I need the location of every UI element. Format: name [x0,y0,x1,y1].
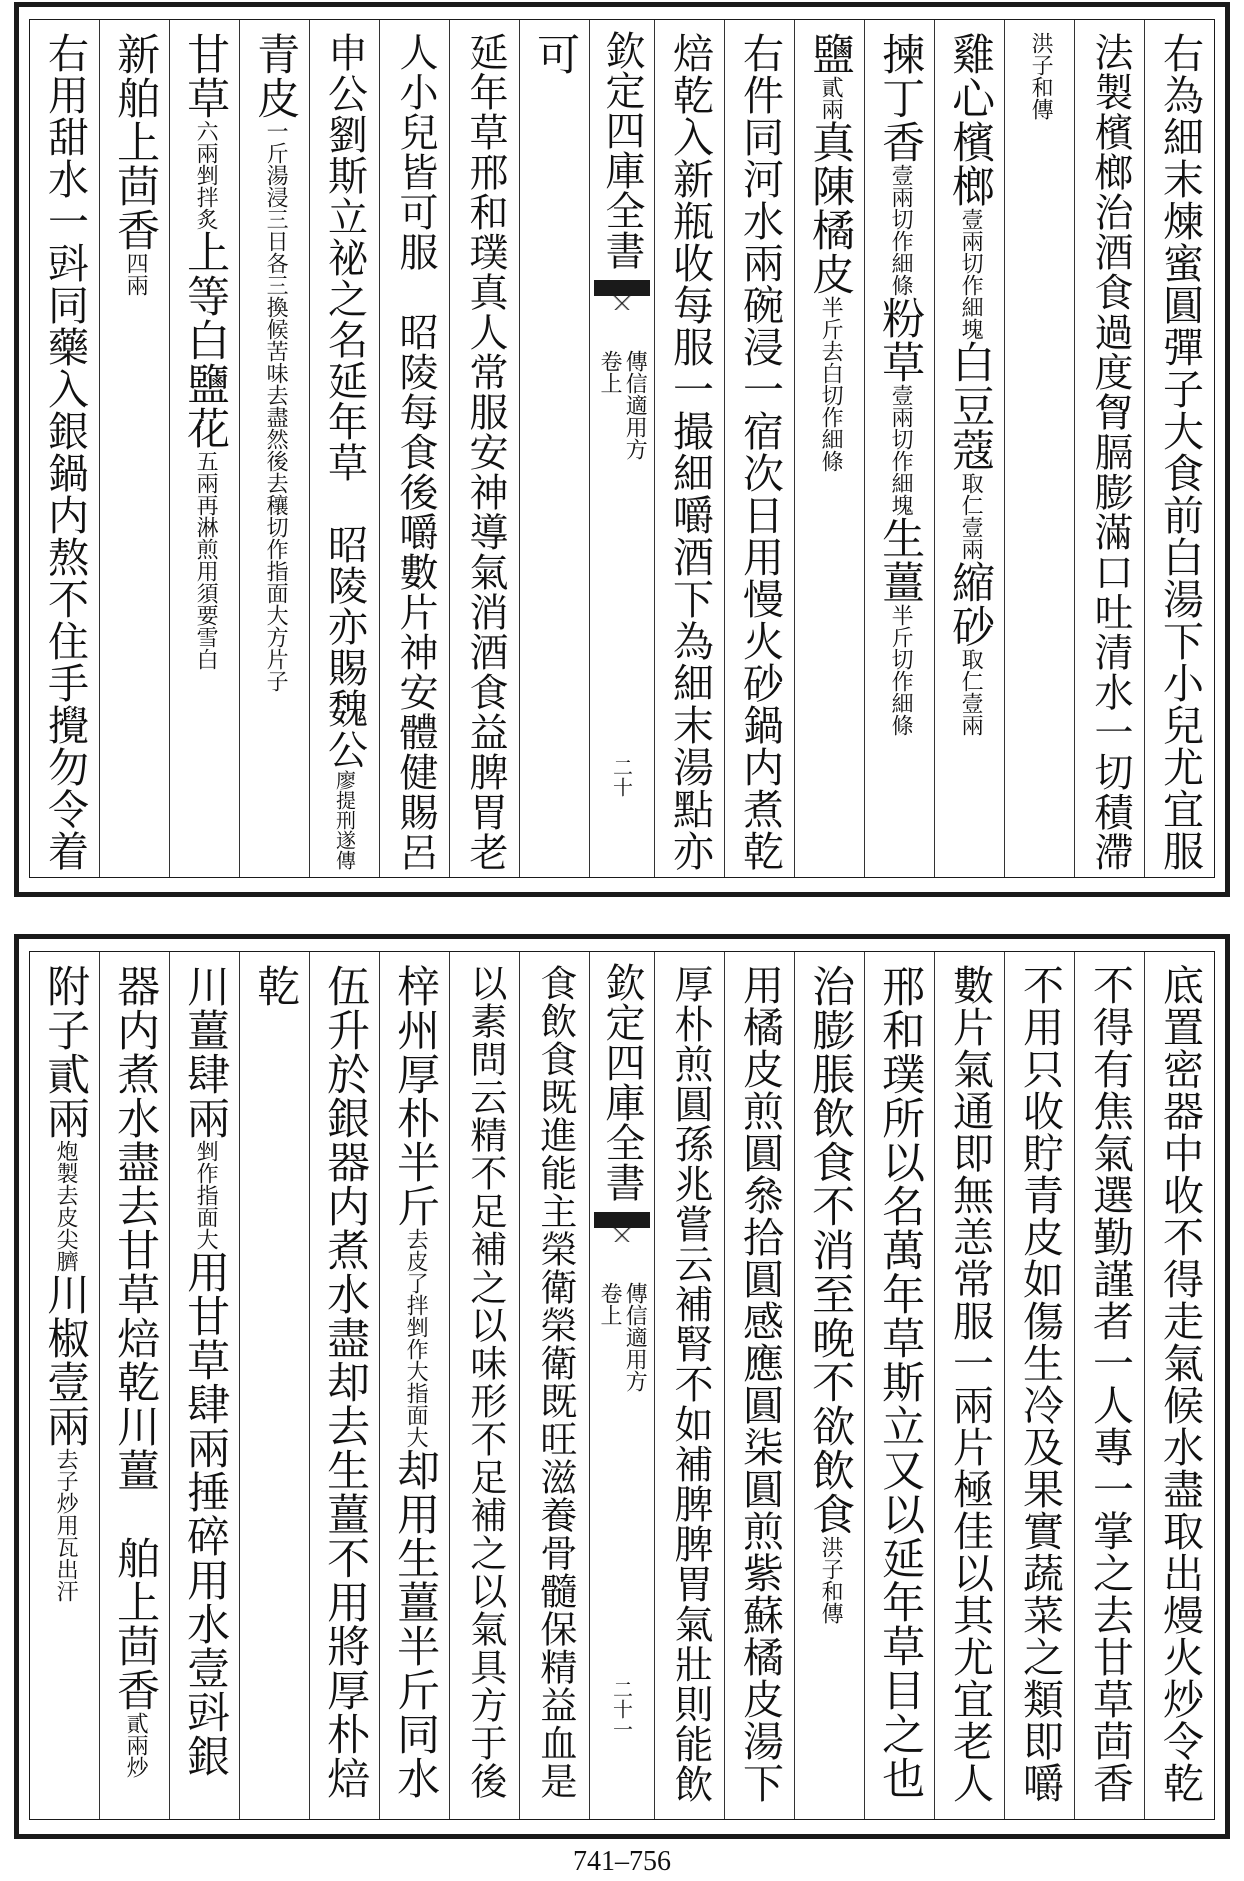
annotation: 炮製去皮尖臍 [53,1140,79,1272]
column-text: 不用只收貯青皮如傷生冷及果實蔬菜之類即嚼 [1016,964,1065,1804]
ingredient: 生薑 [875,516,926,604]
column-text: 以素問云精不足補之以味形不足補之以氣具方于後 [463,964,507,1800]
annotation: 五兩再淋煎用須要雪白 [193,450,219,670]
text-column [724,20,794,877]
text-column [654,952,724,1819]
column-text: 申公劉斯立祕之名延年草 昭陵亦賜魏公 [321,32,368,770]
text-column [309,20,379,877]
text-column [864,20,934,877]
text-column [934,20,1004,877]
book-title: 傳信適用方 [622,1282,648,1392]
fish-tail-mark [594,1212,650,1242]
page-range-footer: 741–756 [573,1846,671,1877]
text-column [30,952,99,1819]
ingredient: 縮砂 [945,560,996,648]
top-page-columns [29,19,1215,878]
column-text: 數片氣通即無恙常服一兩片極佳以其尤宜老人 [946,964,995,1804]
annotation: 半斤去白切作細條 [818,296,844,472]
book-and-volume [597,1282,648,1392]
annotation: 剉作指面大 [193,1140,219,1250]
text-column [794,20,864,877]
text-column [379,20,449,877]
volume-label: 卷上 [597,350,622,394]
column-text: 食飲食既進能主榮衛榮衛既旺滋養骨髓保精益血是 [533,964,577,1800]
text-column [519,20,589,877]
book-title: 傳信適用方 [622,350,648,460]
column-text: 不得有焦氣選勤謹者一人專一掌之去甘草茴香 [1086,964,1135,1804]
annotation: 取仁壹兩 [958,648,984,736]
page-number: 二十 [609,757,634,797]
ingredient: 揀丁香 [875,32,926,164]
ingredient: 真陳橘皮 [805,120,856,296]
bottom-page-columns [29,951,1215,1820]
column-text: 右用甜水一㪷同藥入銀鍋内熬不住手攪勿令着 [41,32,90,872]
column-text: 可 [530,32,581,76]
annotation: 一斤湯浸三日各三換候苦味去盡然後去穰切作指面大方片子 [263,120,289,692]
column-text: 右件同河水兩碗浸一宿次日用慢火砂鍋内煮乾 [736,32,785,872]
ingredient: 雞心檳榔 [945,32,996,208]
ingredient: 鹽 [805,32,856,76]
column-text: 用甘草肆兩捶碎用水壹㪷銀 [180,1250,231,1778]
text-column [1074,20,1144,877]
ingredient: 新舶上茴香 [110,32,161,252]
annotation: 四兩 [123,252,149,296]
column-text: 焙乾入新瓶收每服一撮細嚼酒下為細末湯點亦 [666,32,715,872]
annotation: 貳兩 [818,76,844,120]
ingredient: 川薑肆兩 [180,964,231,1140]
text-column [864,952,934,1819]
column-text: 邢和璞所以名萬年草斯立又以延年草目之也 [875,964,926,1800]
ingredient: 附子貳兩 [40,964,91,1140]
annotation: 壹兩切作細塊 [958,208,984,340]
annotation: 壹兩切作細條 [888,164,914,296]
annotation: 去皮了拌剉作大指面大 [403,1228,429,1448]
column-text: 延年草邢和璞真人常服安神導氣消酒食益脾胃老 [462,32,508,872]
annotation: 六兩剉拌炙 [193,120,219,230]
column-text: 人小兒皆可服 昭陵每食後嚼數片神安體健賜呂 [392,32,438,872]
annotation: 貳兩炒 [123,1712,149,1778]
page-spine [589,952,654,1819]
text-column [99,952,169,1819]
annotation: 洪子和傳 [818,1536,844,1624]
top-page [14,2,1230,897]
column-text: 却用生薑半斤同水 [390,1448,441,1800]
annotation: 半斤切作細條 [888,604,914,736]
text-column [379,952,449,1819]
text-column [30,20,99,877]
volume-label: 卷上 [597,1282,622,1326]
page-number: 二十一 [609,1679,634,1739]
page-spine [589,20,654,877]
text-column [934,952,1004,1819]
column-text: 右為細末煉蜜圓彈子大食前白湯下小兒尤宜服 [1156,32,1205,872]
ingredient: 上等白鹽花 [180,230,231,450]
text-column [654,20,724,877]
column-text: 底置密器中收不得走氣候水盡取出熳火炒令乾 [1156,964,1205,1804]
text-column [1074,952,1144,1819]
annotation: 取仁壹兩 [958,472,984,560]
column-text: 器内煮水盡去甘草焙乾川薑 舶上茴香 [110,964,161,1712]
ingredient: 梓州厚朴半斤 [390,964,441,1228]
book-and-volume [597,350,648,460]
column-text: 治膨脹飲食不消至晚不欲飲食 [805,964,856,1536]
text-column [1004,952,1074,1819]
text-column [169,952,239,1819]
text-column [239,20,309,877]
ingredient: 甘草 [180,32,231,120]
ingredient: 粉草 [875,296,926,384]
annotation: 去子炒用瓦出汗 [53,1448,79,1602]
column-text: 伍升於銀器内煮水盡却去生薑不用將厚朴焙 [320,964,371,1800]
text-column [309,952,379,1819]
text-column [794,952,864,1819]
ingredient: 白豆蔻 [945,340,996,472]
text-column [724,952,794,1819]
text-column [1004,20,1074,877]
column-text: 法製檳榔治酒食過度胷膈膨滿口吐清水一切積滯 [1087,32,1133,872]
text-column [519,952,589,1819]
text-column [239,952,309,1819]
annotation: 壹兩切作細塊 [888,384,914,516]
text-column [1144,952,1214,1819]
text-column [1144,20,1214,877]
text-column [169,20,239,877]
book-series-title: 欽定四庫全書 [599,962,645,1202]
ingredient: 青皮 [250,32,301,120]
fish-tail-mark [594,280,650,310]
ingredient: 川椒壹兩 [40,1272,91,1448]
annotation: 廖提刑遂傳 [332,770,357,870]
text-column [99,20,169,877]
book-series-title: 欽定四庫全書 [599,30,645,270]
bottom-page [14,934,1230,1839]
column-text: 乾 [250,964,301,1008]
text-column [449,20,519,877]
text-column [449,952,519,1819]
annotation: 洪子和傳 [1028,32,1054,120]
column-text: 用橘皮煎圓叅拾圓感應圓柒圓煎紫蘇橘皮湯下 [736,964,785,1804]
column-text: 厚朴煎圓孫兆嘗云補腎不如補脾脾胃氣壯則能飲 [667,964,713,1804]
